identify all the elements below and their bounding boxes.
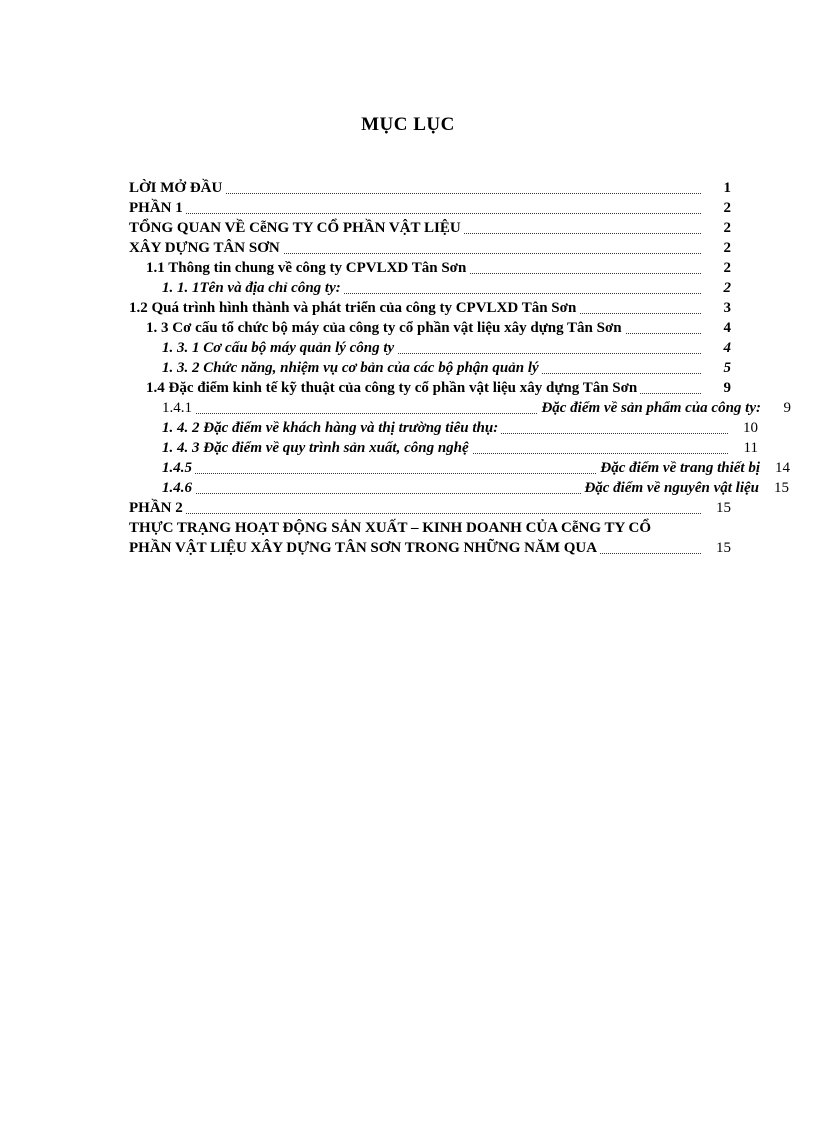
toc-entry[interactable]: [162, 278, 731, 298]
toc-entry-page: 2: [723, 220, 731, 236]
toc-entry[interactable]: [129, 538, 731, 558]
toc-entry-page: 2: [723, 260, 731, 276]
toc-entry-page: 2: [723, 200, 731, 216]
toc-entry-title: 1. 3. 2 Chức năng, nhiệm vụ cơ bản của các bộ phận quản lý: [162, 360, 542, 376]
toc-entry-title: 1. 3. 1 Cơ cấu bộ máy quản lý công ty: [162, 340, 397, 356]
toc-entry[interactable]: [129, 238, 731, 258]
toc-entry-title: PHẦN 2: [129, 500, 186, 516]
toc-entry-title: TỔNG QUAN VỀ CễNG TY CỔ PHẦN VẬT LIỆU: [129, 220, 464, 236]
toc-entry-page: 1: [723, 180, 731, 196]
toc-entry[interactable]: [146, 378, 731, 398]
toc-entry[interactable]: [129, 518, 731, 538]
toc-entry-title: Đặc điểm về trang thiết bị: [597, 458, 760, 478]
toc-entry-page: 2: [723, 280, 731, 296]
toc-entry-page: 11: [743, 440, 758, 456]
toc-entry-title: Đặc điểm về sản phẩm của công ty:: [538, 398, 761, 418]
toc-entry[interactable]: [162, 418, 758, 438]
toc-entry-page: 14: [775, 460, 790, 476]
toc-entry-page: 10: [743, 420, 758, 436]
toc-entry[interactable]: [129, 218, 731, 238]
toc-entry-title: PHẦN 1: [129, 200, 186, 216]
toc-entry-title: 1.1 Thông tin chung về công ty CPVLXD Tân Sơn: [146, 260, 469, 276]
toc-entry-title: Đặc điểm về nguyên vật liệu: [581, 478, 759, 498]
toc-entry-title: PHẦN VẬT LIỆU XÂY DỰNG TÂN SƠN TRONG NHỮNG NĂM QUA: [129, 540, 600, 556]
toc-entry[interactable]: [162, 478, 789, 498]
toc-entry[interactable]: [146, 318, 731, 338]
toc-entry-page: 3: [723, 300, 731, 316]
toc-entry-title: XÂY DỰNG TÂN SƠN: [129, 240, 283, 256]
toc-entry-number: 1.4.6: [162, 480, 195, 496]
toc-entry-title: THỰC TRẠNG HOẠT ĐỘNG SẢN XUẤT – KINH DOANH CỦA CễNG TY CỔ: [129, 520, 651, 536]
toc-entry-number: 1.4.5: [162, 460, 195, 476]
toc-entry-page: 9: [783, 400, 791, 416]
toc-entry-number: 1.4.1: [162, 400, 195, 416]
toc-entry[interactable]: [162, 398, 791, 418]
toc-entry-page: 15: [716, 540, 731, 556]
toc-entry[interactable]: [162, 358, 731, 378]
toc-entry[interactable]: [129, 198, 731, 218]
toc-entry[interactable]: [129, 178, 731, 198]
page-title: MỤC LỤC: [361, 114, 455, 135]
toc-entry-title: 1.2 Quá trình hình thành và phát triển của công ty CPVLXD Tân Sơn: [129, 300, 579, 316]
toc-entry-title: 1.4 Đặc điểm kinh tế kỹ thuật của công ty cổ phần vật liệu xây dựng Tân Sơn: [146, 380, 640, 396]
toc-entry-title: 1. 3 Cơ cấu tổ chức bộ máy của công ty cổ phần vật liệu xây dựng Tân Sơn: [146, 320, 625, 336]
toc-entry-page: 15: [774, 480, 789, 496]
toc-entry[interactable]: [162, 338, 731, 358]
toc-entry-page: 5: [723, 360, 731, 376]
toc-entry[interactable]: [129, 298, 731, 318]
toc-entry-title: 1. 4. 3 Đặc điểm về quy trình sản xuất, công nghệ: [162, 440, 472, 456]
toc-entry-page: 9: [723, 380, 731, 396]
toc-entry-page: 4: [723, 340, 731, 356]
toc-entry-page: 15: [716, 500, 731, 516]
toc-entry[interactable]: [162, 458, 790, 478]
toc-entry-title: LỜI MỞ ĐẦU: [129, 180, 225, 196]
toc-entry[interactable]: [129, 498, 731, 518]
toc-entry[interactable]: [146, 258, 731, 278]
toc-entry[interactable]: [162, 438, 758, 458]
toc-entry-page: 2: [723, 240, 731, 256]
toc-entry-page: 4: [723, 320, 731, 336]
toc-entry-title: 1. 1. 1Tên và địa chỉ công ty:: [162, 280, 344, 296]
toc-entry-title: 1. 4. 2 Đặc điểm về khách hàng và thị trường tiêu thụ:: [162, 420, 501, 436]
